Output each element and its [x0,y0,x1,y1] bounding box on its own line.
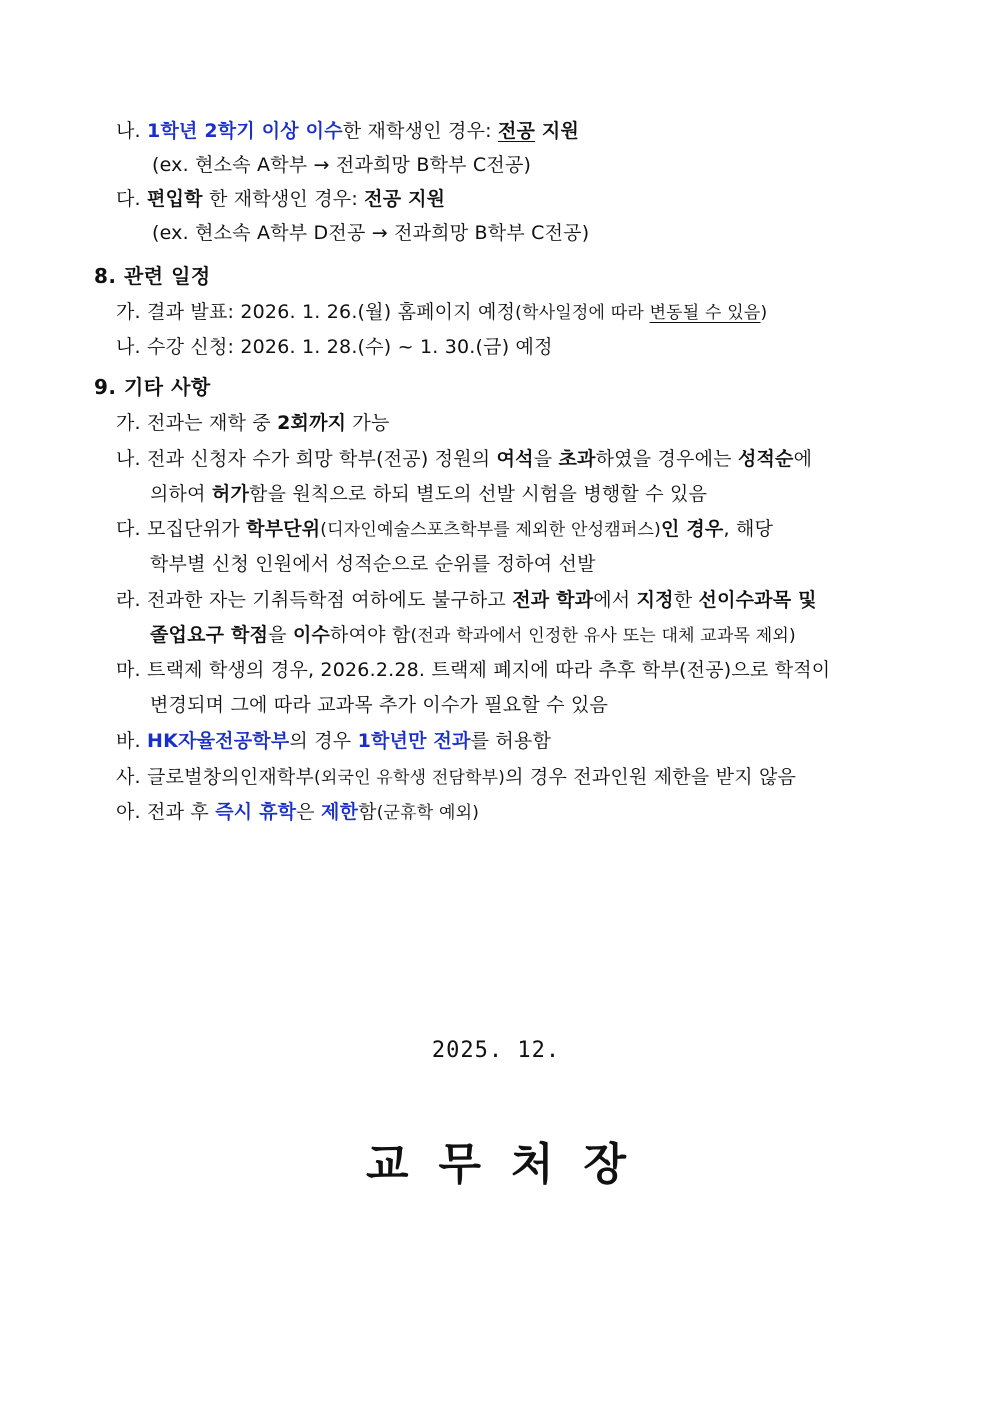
emphasis-text: 졸업요구 학점 [150,624,269,646]
note-text: ) [760,303,768,323]
item-text: 한 [673,589,699,611]
item-text: 은 [296,801,322,823]
item-text: 의 경우 전과인원 제한을 받지 않음 [505,766,797,788]
note-text: (디자인예술스포츠학부를 제외한 안성캠퍼스) [320,520,661,540]
section-8-heading: 8. 관련 일정 [94,264,211,288]
highlight-text: 즉시 휴학 [215,801,297,823]
highlight-text: 1학년만 전과 [357,730,471,752]
item-9-ba [116,728,551,754]
highlight-text: 제한 [321,801,359,823]
item-text: 모집단위가 [147,518,247,540]
item-text: 에서 [593,589,637,611]
section-9-heading: 9. 기타 사항 [94,375,211,399]
emphasis-text: 전과 학과 [512,589,594,611]
item-marker: 나. [116,336,141,358]
note-text: (외국인 유학생 전담학부) [314,768,506,788]
emphasis-text: 여석 [496,448,534,470]
item-9-ga [116,410,390,436]
emphasis-text: 편입학 [147,188,203,210]
item-9-ra-cont [150,622,796,649]
emphasis-text: 전공 [497,120,536,142]
note-text: (전과 학과에서 인정한 유사 또는 대체 교과목 제외) [410,626,796,646]
item-text: 의 경우 [289,730,358,752]
item-marker: 다. [116,518,141,540]
item-9-aa [116,799,479,826]
item-8-na [116,334,553,360]
item-7-na-example [152,152,531,178]
item-9-da [116,516,773,543]
item-9-ma-cont [150,692,608,718]
note-text: (학사일정에 따라 [515,303,650,323]
item-text: 에 [793,448,813,470]
emphasis-text: 지정 [636,589,674,611]
emphasis-text: 성적순 [737,448,794,470]
item-9-na-cont [150,481,707,507]
item-marker: 가. [116,301,141,323]
item-marker: 가. [116,412,141,434]
item-text: 하였을 경우에는 [595,448,738,470]
item-9-na [116,446,812,472]
item-text: 학부별 신청 인원에서 성적순으로 순위를 정하여 선발 [150,553,596,575]
highlight-text: HK자율전공학부 [147,730,290,752]
item-text: , 해당 [723,518,774,540]
item-9-ra [116,587,817,613]
item-marker: 다. [116,188,141,210]
emphasis-text: 인 경우 [660,518,724,540]
item-text: 를 허용함 [470,730,552,752]
emphasis-text: 지원 [535,120,580,142]
item-text: 트랙제 학생의 경우, 2026.2.28. 트랙제 폐지에 따라 추후 학부(전공)으로 학적이 [147,659,831,681]
item-9-da-cont [150,551,596,577]
item-marker: 나. [116,120,141,142]
example-text: (ex. 현소속 A학부 D전공 → 전과희망 B학부 C전공) [152,222,590,244]
item-8-ga [116,299,767,326]
item-marker: 마. [116,659,141,681]
highlight-text: 1학년 2학기 이상 이수 [147,120,343,142]
item-text: 결과 발표: 2026. 1. 26.(월) 홈페이지 예정 [147,301,516,323]
item-marker: 라. [116,589,141,611]
item-text: 을 [268,624,293,646]
emphasis-text: 선이수과목 및 [698,589,817,611]
item-text: 한 재학생인 경우: [342,120,498,142]
item-text: 함 [358,801,377,823]
underlined-text: 변동될 수 있음 [649,303,761,323]
item-text: 가능 [346,412,390,434]
item-marker: 아. [116,801,141,823]
item-text: 하여야 함 [330,624,411,646]
item-text: 전과는 재학 중 [147,412,278,434]
item-text: 함을 원칙으로 하되 별도의 선발 시험을 병행할 수 있음 [249,483,708,505]
item-text: 의하여 [150,483,212,505]
emphasis-text: 허가 [211,483,250,505]
issue-date: 2025. 12. [431,1038,561,1063]
emphasis-text: 초과 [558,448,596,470]
example-text: (ex. 현소속 A학부 → 전과희망 B학부 C전공) [152,154,532,176]
item-text: 글로벌창의인재학부 [147,766,315,788]
item-7-da [116,186,445,212]
item-text: 수강 신청: 2026. 1. 28.(수) ~ 1. 30.(금) 예정 [147,336,553,358]
item-9-sa [116,764,796,791]
item-text: 전과한 자는 기취득학점 여하에도 불구하고 [147,589,513,611]
note-text: (군휴학 예외) [376,803,480,823]
item-text: 을 [533,448,559,470]
item-7-na [116,118,579,144]
item-7-da-example [152,220,589,246]
item-text: 변경되며 그에 따라 교과목 추가 이수가 필요할 수 있음 [150,694,609,716]
item-text: 한 재학생인 경우: [202,188,365,210]
emphasis-text: 학부단위 [246,518,321,540]
signatory-title: 교무처장 [365,1139,656,1190]
emphasis-text: 이수 [292,624,331,646]
emphasis-text: 2회까지 [277,412,347,434]
item-marker: 나. [116,448,141,470]
item-marker: 바. [116,730,141,752]
item-9-ma [116,657,830,683]
item-text: 전과 신청자 수가 희망 학부(전공) 정원의 [147,448,497,470]
item-marker: 사. [116,766,141,788]
emphasis-text: 전공 지원 [364,188,446,210]
item-text: 전과 후 [147,801,216,823]
